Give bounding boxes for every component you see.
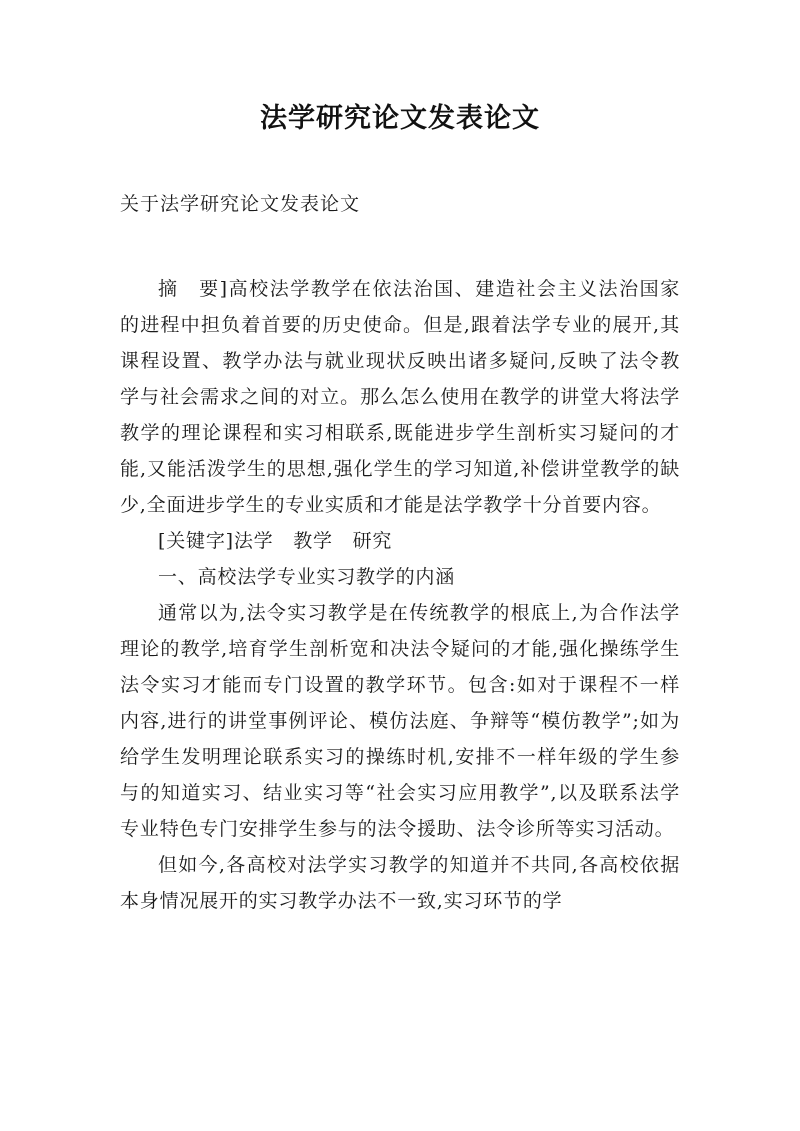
document-subtitle: 关于法学研究论文发表论文	[120, 193, 361, 215]
section-heading: 一、高校法学专业实习教学的内涵	[158, 566, 456, 588]
body-paragraph: 但如今,各高校对法学实习教学的知道并不共同,各高校依据本身情况展开的实习教学办法不一致,实习环节的学	[120, 854, 680, 912]
document-body	[120, 271, 680, 919]
keywords-paragraph: [关键字]法学 教学 研究	[158, 530, 393, 552]
abstract-paragraph: 摘 要]高校法学教学在依法治国、建造社会主义法治国家的进程中担负着首要的历史使命。但是,跟着法学专业的展开,其课程设置、教学办法与就业现状反映出诸多疑问,反映了法令教学与社会需求之间的对立。那么怎么使用在教学的讲堂大将法学教学的理论课程和实习相联系,既能进步学生剖析实习疑问的才能,又能活泼学生的思想,强化学生的学习知道,补偿讲堂教学的缺少,全面进步学生的专业实质和才能是法学教学十分首要内容。	[120, 278, 680, 516]
document-title: 法学研究论文发表论文	[260, 103, 540, 134]
body-paragraph: 通常以为,法令实习教学是在传统教学的根底上,为合作法学理论的教学,培育学生剖析宽和决法令疑问的才能,强化操练学生法令实习才能而专门设置的教学环节。包含:如对于课程不一样内容,进行的讲堂事例评论、模仿法庭、争辩等“模仿教学”;如为给学生发明理论联系实习的操练时机,安排不一样年级的学生参与的知道实习、结业实习等“社会实习应用教学”,以及联系法学专业特色专门安排学生参与的法令援助、法令诊所等实习活动。	[120, 602, 680, 840]
